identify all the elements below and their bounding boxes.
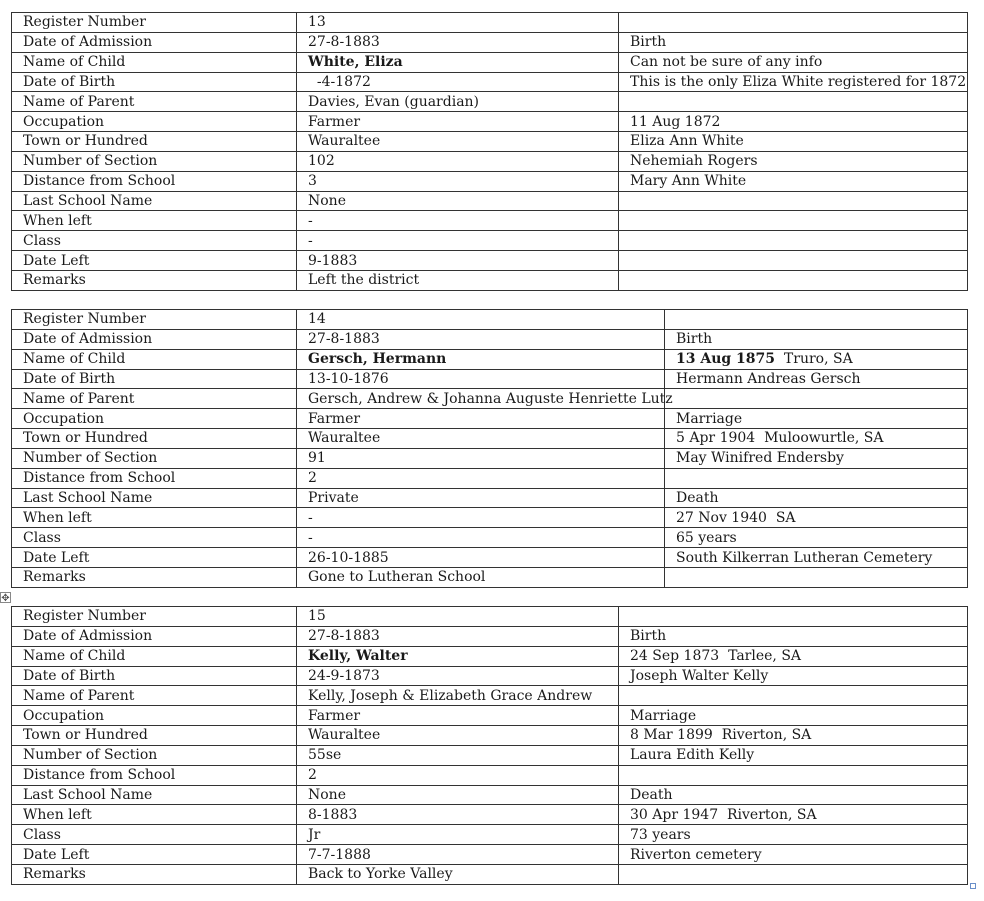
field-label: Number of Section [12, 151, 297, 171]
table-row [12, 369, 968, 389]
field-label: Class [12, 231, 297, 251]
field-label: Distance from School [12, 171, 297, 191]
field-label: Date of Birth [12, 369, 297, 389]
note-cell [619, 686, 968, 706]
field-value: Wauraltee [297, 429, 665, 449]
table-row [12, 112, 968, 132]
table-row [12, 329, 968, 349]
field-label: Distance from School [12, 468, 297, 488]
note-cell: 73 years [619, 825, 968, 845]
table-row [12, 765, 968, 785]
note-cell [665, 567, 968, 587]
note-cell [619, 864, 968, 884]
field-value: 91 [297, 448, 665, 468]
field-label: Class [12, 528, 297, 548]
field-value: Farmer [297, 409, 665, 429]
table-row [12, 845, 968, 865]
field-value: - [297, 508, 665, 528]
note-cell: May Winifred Endersby [665, 448, 968, 468]
note-cell: Nehemiah Rogers [619, 151, 968, 171]
register-table-15 [11, 606, 968, 885]
note-cell [665, 468, 968, 488]
table-row [12, 548, 968, 568]
table-row [12, 13, 968, 33]
field-value: Kelly, Joseph & Elizabeth Grace Andrew [297, 686, 619, 706]
table-row [12, 72, 968, 92]
field-label: Date of Birth [12, 666, 297, 686]
note-cell: 30 Apr 1947 Riverton, SA [619, 805, 968, 825]
field-label: When left [12, 508, 297, 528]
table-row [12, 508, 968, 528]
field-value: Private [297, 488, 665, 508]
note-cell: 24 Sep 1873 Tarlee, SA [619, 646, 968, 666]
note-cell: Birth [665, 329, 968, 349]
note-cell: Mary Ann White [619, 171, 968, 191]
field-label: Occupation [12, 706, 297, 726]
table-row [12, 52, 968, 72]
table-row [12, 626, 968, 646]
note-cell [665, 310, 968, 330]
note-cell: 27 Nov 1940 SA [665, 508, 968, 528]
note-cell: Hermann Andreas Gersch [665, 369, 968, 389]
child-name: Kelly, Walter [297, 646, 619, 666]
note-cell [619, 211, 968, 231]
field-value: Gersch, Andrew & Johanna Auguste Henriette Lutz [297, 389, 665, 409]
field-value: - [297, 528, 665, 548]
table-row [12, 132, 968, 152]
field-label: Name of Parent [12, 686, 297, 706]
field-value: 55se [297, 745, 619, 765]
field-label: Last School Name [12, 191, 297, 211]
field-value: 9-1883 [297, 251, 619, 271]
field-label: Town or Hundred [12, 132, 297, 152]
note-cell: South Kilkerran Lutheran Cemetery [665, 548, 968, 568]
table-row [12, 151, 968, 171]
field-value: - [297, 211, 619, 231]
field-value: 102 [297, 151, 619, 171]
field-label: Number of Section [12, 448, 297, 468]
table-row [12, 270, 968, 290]
table-row [12, 745, 968, 765]
field-label: Remarks [12, 864, 297, 884]
field-label: Date of Birth [12, 72, 297, 92]
table-row [12, 429, 968, 449]
note-cell: Birth [619, 626, 968, 646]
note-cell: 5 Apr 1904 Muloowurtle, SA [665, 429, 968, 449]
field-value: Wauraltee [297, 726, 619, 746]
field-value: 7-7-1888 [297, 845, 619, 865]
note-cell: Birth [619, 32, 968, 52]
field-label: Occupation [12, 409, 297, 429]
field-label: Date Left [12, 548, 297, 568]
field-label: Name of Parent [12, 389, 297, 409]
table-row [12, 389, 968, 409]
register-table-13 [11, 12, 968, 291]
field-label: Name of Child [12, 646, 297, 666]
table-row [12, 666, 968, 686]
note-cell: Death [619, 785, 968, 805]
field-value: Farmer [297, 112, 619, 132]
table-row [12, 528, 968, 548]
table-row [12, 349, 968, 369]
field-label: Name of Parent [12, 92, 297, 112]
field-value: 27-8-1883 [297, 32, 619, 52]
field-value: 26-10-1885 [297, 548, 665, 568]
note-cell: Joseph Walter Kelly [619, 666, 968, 686]
field-value: 2 [297, 765, 619, 785]
note-cell: Marriage [619, 706, 968, 726]
table-row [12, 310, 968, 330]
note-cell [619, 765, 968, 785]
field-value: 27-8-1883 [297, 626, 619, 646]
field-value: - [297, 231, 619, 251]
field-value: 14 [297, 310, 665, 330]
note-cell [619, 251, 968, 271]
field-value: Farmer [297, 706, 619, 726]
table-row [12, 171, 968, 191]
table-row [12, 686, 968, 706]
table-row [12, 785, 968, 805]
field-value: Davies, Evan (guardian) [297, 92, 619, 112]
note-cell [665, 349, 968, 369]
note-cell: Laura Edith Kelly [619, 745, 968, 765]
field-value: 27-8-1883 [297, 329, 665, 349]
note-cell: Riverton cemetery [619, 845, 968, 865]
note-cell [619, 270, 968, 290]
field-label: Remarks [12, 270, 297, 290]
note-cell: Can not be sure of any info [619, 52, 968, 72]
child-name: Gersch, Hermann [297, 349, 665, 369]
field-value: Left the district [297, 270, 619, 290]
note-cell [619, 191, 968, 211]
field-label: Class [12, 825, 297, 845]
note-cell: 8 Mar 1899 Riverton, SA [619, 726, 968, 746]
birth-place: Truro, SA [775, 351, 853, 368]
table-row [12, 825, 968, 845]
field-label: When left [12, 805, 297, 825]
field-label: Date Left [12, 845, 297, 865]
note-cell [619, 13, 968, 33]
table-row [12, 488, 968, 508]
table-row [12, 191, 968, 211]
field-value: 13 [297, 13, 619, 33]
field-label: Distance from School [12, 765, 297, 785]
field-value: None [297, 191, 619, 211]
table-row [12, 607, 968, 627]
resize-icon[interactable] [970, 883, 976, 889]
field-value: Jr [297, 825, 619, 845]
table-row [12, 448, 968, 468]
field-label: Date of Admission [12, 329, 297, 349]
table-row [12, 646, 968, 666]
field-label: Register Number [12, 310, 297, 330]
field-value: Wauraltee [297, 132, 619, 152]
birth-date: 13 Aug 1875 [676, 351, 776, 368]
table-row [12, 706, 968, 726]
table-row [12, 32, 968, 52]
child-name: White, Eliza [297, 52, 619, 72]
field-value: 8-1883 [297, 805, 619, 825]
field-value: 3 [297, 171, 619, 191]
table-row [12, 567, 968, 587]
note-cell: Marriage [665, 409, 968, 429]
field-label: Town or Hundred [12, 726, 297, 746]
field-value: Gone to Lutheran School [297, 567, 665, 587]
field-label: Register Number [12, 13, 297, 33]
note-cell: 11 Aug 1872 [619, 112, 968, 132]
field-label: When left [12, 211, 297, 231]
note-cell: 65 years [665, 528, 968, 548]
field-value: -4-1872 [297, 72, 619, 92]
field-value: 2 [297, 468, 665, 488]
field-label: Name of Child [12, 349, 297, 369]
table-row [12, 211, 968, 231]
field-label: Date Left [12, 251, 297, 271]
note-cell [665, 389, 968, 409]
field-value: 15 [297, 607, 619, 627]
register-table-14 [11, 309, 968, 588]
table-row [12, 409, 968, 429]
field-value: 13-10-1876 [297, 369, 665, 389]
field-label: Last School Name [12, 488, 297, 508]
note-cell: Eliza Ann White [619, 132, 968, 152]
table-row [12, 92, 968, 112]
field-label: Date of Admission [12, 626, 297, 646]
table-row [12, 468, 968, 488]
field-value: Back to Yorke Valley [297, 864, 619, 884]
field-label: Occupation [12, 112, 297, 132]
note-cell [619, 231, 968, 251]
table-row [12, 251, 968, 271]
field-value: 24-9-1873 [297, 666, 619, 686]
note-cell [619, 607, 968, 627]
field-label: Date of Admission [12, 32, 297, 52]
field-label: Number of Section [12, 745, 297, 765]
table-row [12, 864, 968, 884]
field-value: None [297, 785, 619, 805]
table-row [12, 726, 968, 746]
note-cell [619, 92, 968, 112]
note-cell: Death [665, 488, 968, 508]
move-icon[interactable]: ✥ [1, 593, 10, 604]
field-label: Name of Child [12, 52, 297, 72]
note-cell: This is the only Eliza White registered for 1872 [619, 72, 968, 92]
field-label: Register Number [12, 607, 297, 627]
table-row [12, 231, 968, 251]
table-row [12, 805, 968, 825]
field-label: Town or Hundred [12, 429, 297, 449]
field-label: Last School Name [12, 785, 297, 805]
field-label: Remarks [12, 567, 297, 587]
